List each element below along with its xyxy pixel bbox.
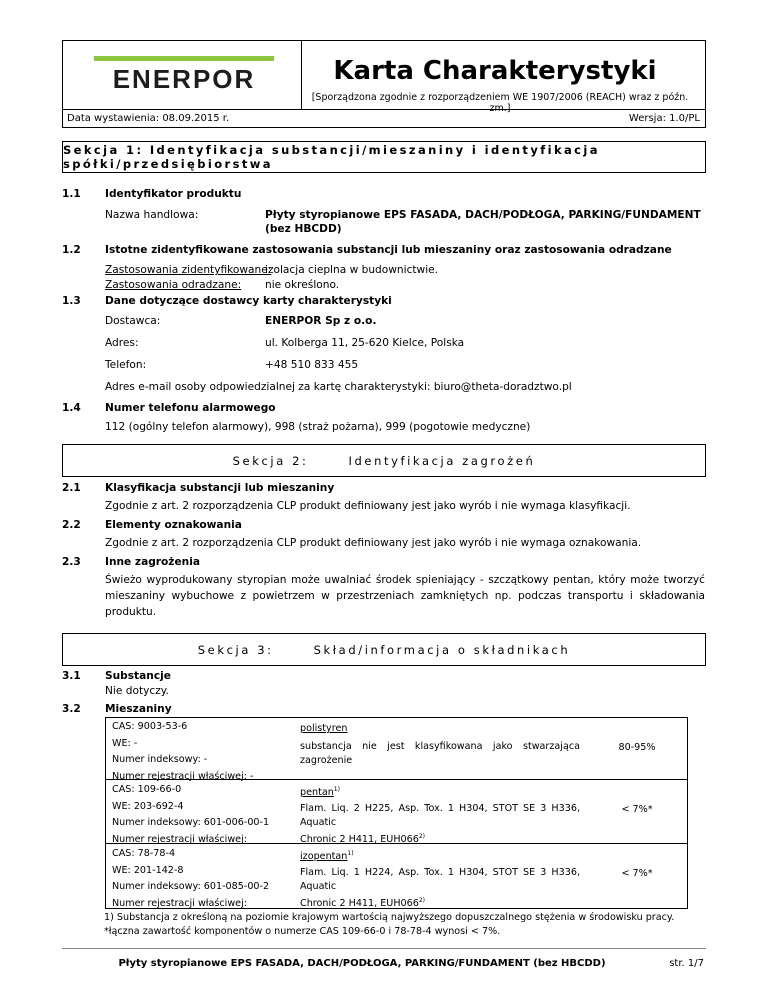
row-name: izopentan	[300, 851, 348, 863]
s22-num: 2.2	[62, 519, 81, 531]
s12-value2: nie określono.	[265, 279, 340, 291]
s13-value2: ul. Kolberga 11, 25-620 Kielce, Polska	[265, 337, 465, 349]
logo-text: ENERPOR	[112, 64, 256, 94]
s22-text: Zgodnie z art. 2 rozporządzenia CLP produkt definiowany jest jako wyrób i nie wymaga oznakowania.	[105, 537, 642, 549]
row-registration: Numer rejestracji właściwej: -	[112, 770, 254, 782]
row-class2: Chronic 2 H411, EUH066	[300, 834, 419, 846]
s13-num: 1.3	[62, 295, 81, 307]
row-concentration: 80-95%	[618, 742, 656, 753]
s13-label2: Adres:	[105, 337, 139, 349]
s11-num: 1.1	[62, 188, 81, 200]
section3-label: Sekcja 3:	[197, 642, 274, 657]
section3-title: Skład/informacja o składnikach	[313, 642, 571, 657]
issue-date: Data wystawienia: 08.09.2015 r.	[67, 113, 230, 124]
row-we: WE: 203-692-4	[112, 800, 184, 812]
row-name: pentan	[300, 787, 334, 799]
section3-title-box	[62, 633, 706, 666]
table-row	[106, 844, 687, 908]
s11-value2: (bez HBCDD)	[265, 223, 342, 235]
section2-label: Sekcja 2:	[232, 453, 309, 468]
s11-heading: Identyfikator produktu	[105, 188, 242, 200]
components-table	[105, 717, 688, 909]
section2-title: Identyfikacja zagrożeń	[348, 453, 536, 468]
row-registration: Numer rejestracji właściwej:	[112, 833, 247, 845]
s12-label2: Zastosowania odradzane:	[105, 279, 242, 291]
s13-label1: Dostawca:	[105, 315, 161, 327]
row-concentration: < 7%*	[621, 804, 653, 815]
footnote-1: 1) Substancja z określoną na poziomie krajowym wartością najwyższego dopuszczalnego stężenia w środowisku pracy.	[104, 912, 675, 923]
row-we: WE: 201-142-8	[112, 864, 184, 876]
row-index: Numer indeksowy: 601-006-00-1	[112, 817, 270, 828]
row-cas: CAS: 109-66-0	[112, 784, 182, 795]
page-subtitle: [Sporządzona zgodnie z rozporządzeniem WE 1907/2006 (REACH) wraz z późn. zm.]	[311, 92, 689, 114]
row-name: polistyren	[300, 723, 348, 734]
row-name-sup: 1)	[333, 786, 340, 793]
row-we: WE: -	[112, 737, 138, 749]
s23-line1: Świeżo wyprodukowany styropian może uwalniać środek spieniający - szczątkowy pentan, który może tworzyć	[105, 574, 705, 586]
s31-num: 3.1	[62, 670, 81, 682]
s23-line2: mieszaniny wybuchowe z powietrzem w przestrzeniach zamkniętych np. podczas transportu i składowania	[105, 590, 705, 602]
row-class1: substancja nie jest klasyfikowana jako stwarzająca zagrożenie	[300, 741, 580, 766]
s14-text: 112 (ogólny telefon alarmowy), 998 (straż pożarna), 999 (pogotowie medyczne)	[105, 421, 531, 433]
row-registration: Numer rejestracji właściwej:	[112, 897, 247, 909]
row-class2: Chronic 2 H411, EUH066	[300, 898, 419, 910]
s12-num: 1.2	[62, 244, 81, 256]
page-title: Karta Charakterystyki	[333, 56, 657, 86]
version: Wersja: 1.0/PL	[628, 113, 700, 124]
footer-divider	[62, 948, 706, 949]
section2-title-box	[62, 444, 706, 477]
table-row	[106, 780, 687, 844]
row-class1: Flam. Liq. 1 H224, Asp. Tox. 1 H304, STOT SE 3 H336, Aquatic	[300, 867, 580, 893]
row-class2-sup: 2)	[418, 833, 426, 841]
s22-heading: Elementy oznakowania	[105, 519, 242, 531]
row-concentration: < 7%*	[621, 868, 653, 879]
s14-number: 1.4	[62, 402, 81, 414]
s21-num: 2.1	[62, 482, 81, 494]
s21-text: Zgodnie z art. 2 rozporządzenia CLP produkt definiowany jest jako wyrób i nie wymaga klasyfikacji.	[105, 500, 631, 512]
s12-label1: Zastosowania zidentyfikowane:	[105, 264, 272, 276]
row-cas: CAS: 9003-53-6	[112, 721, 188, 732]
s23-heading: Inne zagrożenia	[105, 556, 200, 568]
table-row	[106, 718, 687, 780]
s13-label3: Telefon:	[105, 359, 147, 371]
section1-title: Sekcja 1: Identyfikacja substancji/mieszaniny i identyfikacja spółki/przedsiębiorstwa	[63, 143, 600, 171]
footer-product: Płyty styropianowe EPS FASADA, DACH/PODŁOGA, PARKING/FUNDAMENT (bez HBCDD)	[118, 958, 606, 969]
s13-value3: +48 510 833 455	[265, 359, 359, 371]
s32-num: 3.2	[62, 703, 81, 715]
logo-bar	[94, 56, 274, 61]
s13-value1: ENERPOR Sp z o.o.	[265, 315, 377, 327]
row-class2-sup: 2)	[418, 897, 426, 905]
enerpor-logo	[62, 40, 302, 110]
meta-bar	[62, 110, 706, 128]
row-class1: Flam. Liq. 2 H225, Asp. Tox. 1 H304, STOT SE 3 H336, Aquatic	[300, 803, 580, 829]
s12-heading: Istotne zidentyfikowane zastosowania substancji lub mieszaniny oraz zastosowania odradzane	[105, 244, 672, 256]
page-number: str. 1/7	[669, 958, 704, 969]
row-cas: CAS: 78-78-4	[112, 848, 176, 859]
s11-label: Nazwa handlowa:	[105, 209, 199, 221]
row-name-sup: 1)	[347, 850, 354, 857]
s23-line3: produktu.	[105, 606, 157, 618]
row-index: Numer indeksowy: -	[112, 754, 208, 765]
s31-heading: Substancje	[105, 670, 171, 682]
s31-text: Nie dotyczy.	[105, 685, 169, 697]
s13-heading: Dane dotyczące dostawcy karty charakterystyki	[105, 295, 392, 307]
s21-heading: Klasyfikacja substancji lub mieszaniny	[105, 482, 335, 494]
footnote-2: *łączna zawartość komponentów o numerze CAS 109-66-0 i 78-78-4 wynosi < 7%.	[104, 926, 501, 937]
s13-email: Adres e-mail osoby odpowiedzialnej za kartę charakterystyki: biuro@theta-doradztwo.pl	[105, 381, 572, 393]
s12-value1: izolacja cieplna w budownictwie.	[265, 264, 439, 276]
s11-value: Płyty styropianowe EPS FASADA, DACH/PODŁOGA, PARKING/FUNDAMENT	[265, 209, 701, 221]
row-index: Numer indeksowy: 601-085-00-2	[112, 881, 270, 892]
s14-heading: Numer telefonu alarmowego	[105, 402, 276, 414]
s23-num: 2.3	[62, 556, 81, 568]
section1-title-box	[62, 141, 706, 173]
s32-heading: Mieszaniny	[105, 703, 172, 715]
logo-area	[62, 40, 302, 110]
